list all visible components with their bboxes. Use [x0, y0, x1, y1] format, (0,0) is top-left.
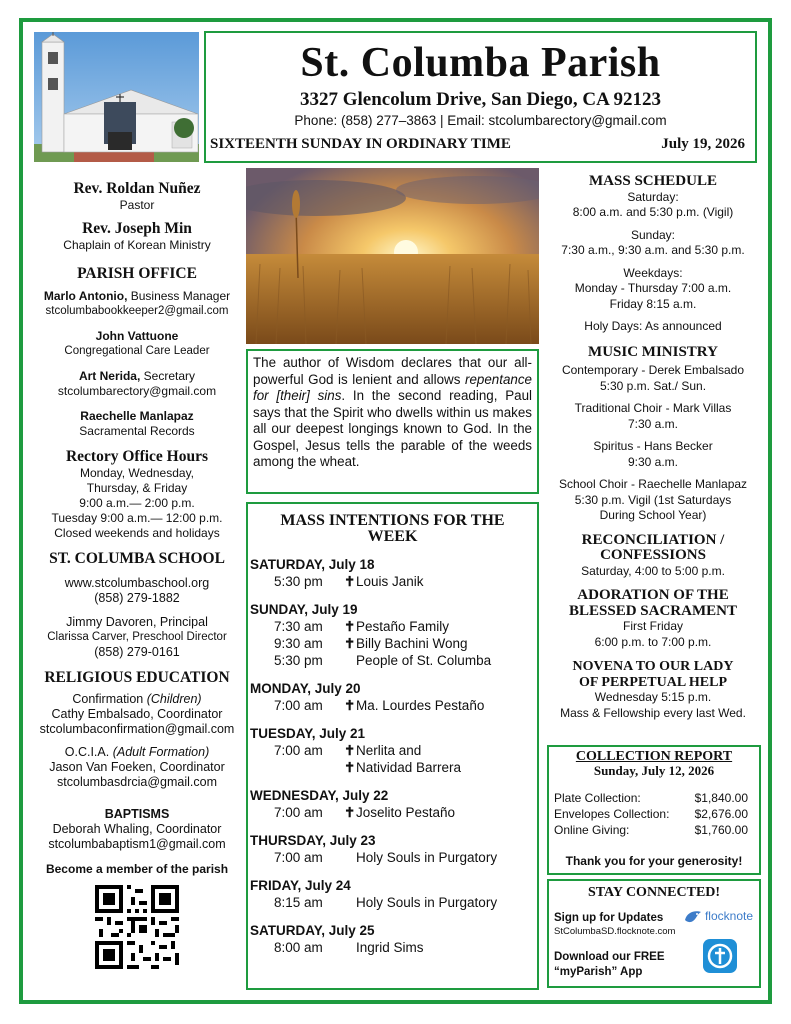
intentions-title: MASS INTENTIONS FOR THE WEEK: [280, 512, 505, 545]
intention-time: 5:30 pm: [274, 653, 323, 668]
intention-entry: [250, 742, 537, 759]
hours-line: Monday, Wednesday,: [79, 466, 195, 480]
collection-amount: $2,676.00: [694, 807, 748, 821]
stay-connected-box: [547, 879, 761, 988]
intention-day: [248, 556, 537, 590]
confirmation-label: Confirmation (Children): [72, 692, 202, 706]
intention-time: 8:00 am: [274, 940, 323, 955]
intention-entry: [250, 573, 537, 590]
music-ministry-heading: MUSIC MINISTRY: [588, 343, 718, 360]
collection-amount: $1,840.00: [694, 791, 748, 805]
schedule-line: Friday 8:15 a.m.: [609, 296, 697, 311]
schedule-line: 7:30 a.m., 9:30 a.m. and 5:30 p.m.: [561, 243, 745, 257]
intentions-list: [248, 556, 537, 956]
parish-address: 3327 Glencolum Drive, San Diego, CA 92123: [300, 89, 661, 110]
novena-line: Mass & Fellowship every last Wed.: [560, 705, 746, 720]
reconciliation-time: Saturday, 4:00 to 5:00 p.m.: [581, 563, 725, 578]
member-cta: Become a member of the parish: [45, 862, 229, 876]
music-line: School Choir - Raechelle Manlapaz: [558, 477, 748, 491]
hours-line: 9:00 a.m.— 2:00 p.m.: [79, 496, 195, 510]
cross-icon: ✝: [344, 760, 356, 775]
intention-time: 7:00 am: [274, 805, 323, 820]
mass-intentions-box: [246, 502, 539, 990]
intention-entry: [250, 759, 537, 776]
secretary: Art Nerida, Secretary: [78, 369, 196, 383]
intention-time: 7:30 am: [274, 619, 323, 634]
novena-line: Wednesday 5:15 p.m.: [594, 690, 712, 704]
liturgical-sunday: SIXTEENTH SUNDAY IN ORDINARY TIME: [210, 136, 511, 152]
schedule-line: Weekdays:: [623, 265, 683, 280]
schedule-line: Holy Days: As announced: [584, 319, 722, 333]
care-leader-role: Congregational Care Leader: [64, 345, 210, 357]
intention-time: 7:00 am: [274, 850, 323, 865]
cross-icon: ✝: [344, 743, 356, 758]
music-line: 7:30 a.m.: [627, 416, 679, 431]
music-line: 9:30 a.m.: [627, 454, 679, 469]
music-line: 5:30 p.m. Vigil (1st Saturdays: [574, 492, 732, 507]
wheat-field-photo: [246, 168, 539, 344]
schedule-line: Saturday:: [627, 189, 679, 204]
intention-name: Holy Souls in Purgatory: [356, 895, 498, 910]
intention-name: Ingrid Sims: [356, 940, 424, 955]
collection-label: Envelopes Collection:: [554, 807, 670, 821]
collection-thanks: Thank you for your generosity!: [565, 854, 743, 868]
cross-icon: ✝: [344, 574, 356, 589]
ocia-coordinator: Jason Van Foeken, Coordinator: [49, 760, 225, 774]
intention-entry: [250, 652, 537, 669]
intention-day-heading: THURSDAY, July 23: [250, 833, 376, 848]
baptisms-coordinator: Deborah Whaling, Coordinator: [52, 822, 222, 836]
cross-icon: ✝: [344, 636, 356, 651]
collection-row: [549, 806, 759, 822]
parish-office-heading: PARISH OFFICE: [77, 265, 197, 282]
cross-icon: ✝: [344, 805, 356, 820]
sacramental-role: Sacramental Records: [79, 424, 195, 438]
adoration-line: First Friday: [623, 619, 683, 633]
intention-day-heading: TUESDAY, July 21: [250, 726, 366, 741]
intention-name: Billy Bachini Wong: [356, 636, 468, 651]
intention-day: [248, 922, 537, 956]
intention-day: [248, 601, 537, 669]
header-box: [204, 31, 757, 163]
flocknote-bird-icon: [683, 908, 703, 924]
intention-time: 5:30 pm: [274, 574, 323, 589]
parish-contact: Phone: (858) 277–3863 | Email: stcolumbarectory@gmail.com: [294, 113, 667, 128]
confirmation-email[interactable]: stcolumbaconfirmation@gmail.com: [39, 722, 235, 736]
collection-row: [549, 822, 759, 838]
right-column: [546, 174, 760, 721]
intention-day: [248, 680, 537, 714]
intention-time: 7:00 am: [274, 743, 323, 758]
mass-schedule-heading: MASS SCHEDULE: [589, 173, 717, 189]
school-principal: Jimmy Davoren, Principal: [66, 615, 208, 629]
hours-line: Tuesday 9:00 a.m.— 12:00 p.m.: [51, 511, 223, 525]
music-line: Spiritus - Hans Becker: [593, 439, 713, 453]
intention-time: 7:00 am: [274, 698, 323, 713]
intention-entry: [250, 618, 537, 635]
confirmation-coordinator: Cathy Embalsado, Coordinator: [51, 707, 223, 721]
collection-title: COLLECTION REPORT: [575, 749, 733, 764]
intention-day-heading: SATURDAY, July 25: [250, 923, 375, 938]
hours-line: Closed weekends and holidays: [54, 526, 220, 540]
cross-icon: ✝: [344, 698, 356, 713]
intention-name: Pestaño Family: [356, 619, 450, 634]
school-phone-2: (858) 279-0161: [94, 645, 180, 659]
office-hours-heading: Rectory Office Hours: [65, 448, 209, 465]
ocia-email[interactable]: stcolumbasdrcia@gmail.com: [57, 775, 217, 789]
schedule-line: 8:00 a.m. and 5:30 p.m. (Vigil): [572, 205, 734, 219]
parish-title: St. Columba Parish: [300, 40, 661, 86]
church-photo: [34, 32, 199, 162]
intention-entry: [250, 849, 537, 866]
bulletin-date: July 19, 2026: [661, 136, 745, 152]
reconciliation-heading: RECONCILIATION / CONFESSIONS: [581, 531, 725, 563]
left-column: [32, 180, 242, 969]
intention-day-heading: MONDAY, July 20: [250, 681, 361, 696]
cross-icon: ✝: [344, 619, 356, 634]
cross-icon: [344, 849, 356, 866]
care-leader-name: John Vattuone: [95, 329, 179, 343]
intention-day-heading: SUNDAY, July 19: [250, 602, 358, 617]
adoration-line: 6:00 p.m. to 7:00 p.m.: [594, 634, 712, 649]
baptisms-heading: BAPTISMS: [104, 807, 170, 821]
collection-label: Plate Collection:: [554, 791, 641, 805]
intention-name: People of St. Columba: [356, 653, 492, 668]
religious-ed-heading: RELIGIOUS EDUCATION: [44, 669, 230, 686]
myparish-app-icon[interactable]: [703, 939, 737, 978]
schedule-line: Monday - Thursday 7:00 a.m.: [574, 281, 732, 295]
intention-entry: [250, 804, 537, 821]
intention-entry: [250, 697, 537, 714]
intention-day-heading: FRIDAY, July 24: [250, 878, 351, 893]
intention-time: 9:30 am: [274, 636, 323, 651]
download-app-label[interactable]: Download our FREE “myParish” App: [554, 951, 665, 978]
intention-day-heading: SATURDAY, July 18: [250, 557, 375, 572]
baptisms-email[interactable]: stcolumbabaptism1@gmail.com: [48, 837, 226, 851]
cross-icon: [344, 894, 356, 911]
school-website[interactable]: www.stcolumbaschool.org: [64, 576, 210, 590]
intention-day: [248, 787, 537, 821]
signup-label[interactable]: Sign up for Updates: [554, 912, 664, 924]
music-line: During School Year): [599, 508, 707, 522]
intention-entry: [250, 939, 537, 956]
intention-time: [250, 759, 344, 776]
chaplain-role: Chaplain of Korean Ministry: [63, 238, 211, 252]
preschool-director: Clarissa Carver, Preschool Director: [47, 631, 227, 643]
novena-heading: NOVENA TO OUR LADY OF PERPETUAL HELP: [572, 659, 734, 690]
qr-code[interactable]: [95, 885, 179, 969]
ocia-label: O.C.I.A. (Adult Formation): [64, 745, 210, 759]
scripture-reflection: The author of Wisdom declares that our all-powerful God is lenient and allows repentance for [their] sins. In the second reading, Paul says that the Spirit who dwells within us makes all our deepest longings known to God. In the Gospel, Jesus tells the parable of the weeds among the wheat.: [246, 349, 539, 494]
schedule-line: Sunday:: [630, 227, 676, 242]
collection-row: [549, 790, 759, 806]
cross-icon: [344, 939, 356, 956]
pastor-role: Pastor: [119, 198, 155, 212]
music-line: Contemporary - Derek Embalsado: [561, 363, 745, 377]
collection-report-box: [547, 745, 761, 875]
collection-amount: $1,760.00: [694, 823, 748, 837]
intention-name: Ma. Lourdes Pestaño: [356, 698, 485, 713]
collection-rows: [549, 790, 759, 838]
intention-name: Joselito Pestaño: [356, 805, 456, 820]
music-line: 5:30 p.m. Sat./ Sun.: [599, 378, 707, 393]
intention-name: Natividad Barrera: [356, 760, 462, 775]
business-manager-email[interactable]: stcolumbabookkeeper2@gmail.com: [45, 305, 229, 317]
school-phone: (858) 279-1882: [94, 591, 180, 605]
hours-line: Thursday, & Friday: [86, 481, 188, 495]
pastor-name: Rev. Roldan Nuñez: [73, 180, 201, 197]
intention-day: [248, 832, 537, 866]
intention-day: [248, 725, 537, 776]
school-heading: ST. COLUMBA SCHOOL: [49, 550, 225, 567]
intention-name: Nerlita and: [356, 743, 422, 758]
chaplain-name: Rev. Joseph Min: [82, 220, 192, 237]
flocknote-logo[interactable]: flocknote: [683, 908, 753, 924]
music-line: Traditional Choir - Mark Villas: [574, 401, 732, 415]
signup-url[interactable]: StColumbaSD.flocknote.com: [554, 926, 676, 937]
collection-date: Sunday, July 12, 2026: [593, 763, 715, 778]
intention-name: Holy Souls in Purgatory: [356, 850, 498, 865]
sacramental-name: Raechelle Manlapaz: [80, 409, 194, 423]
collection-label: Online Giving:: [554, 823, 630, 837]
intention-entry: [250, 894, 537, 911]
intention-entry: [250, 635, 537, 652]
intention-day: [248, 877, 537, 911]
intention-name: Louis Janik: [356, 574, 424, 589]
intention-time: 8:15 am: [274, 895, 323, 910]
secretary-email[interactable]: stcolumbarectory@gmail.com: [57, 384, 217, 398]
business-manager: Marlo Antonio, Business Manager: [43, 289, 231, 303]
stay-connected-title: STAY CONNECTED!: [587, 885, 721, 900]
intention-day-heading: WEDNESDAY, July 22: [250, 788, 389, 803]
cross-icon: [344, 652, 356, 669]
adoration-heading: ADORATION OF THE BLESSED SACRAMENT: [569, 587, 737, 619]
